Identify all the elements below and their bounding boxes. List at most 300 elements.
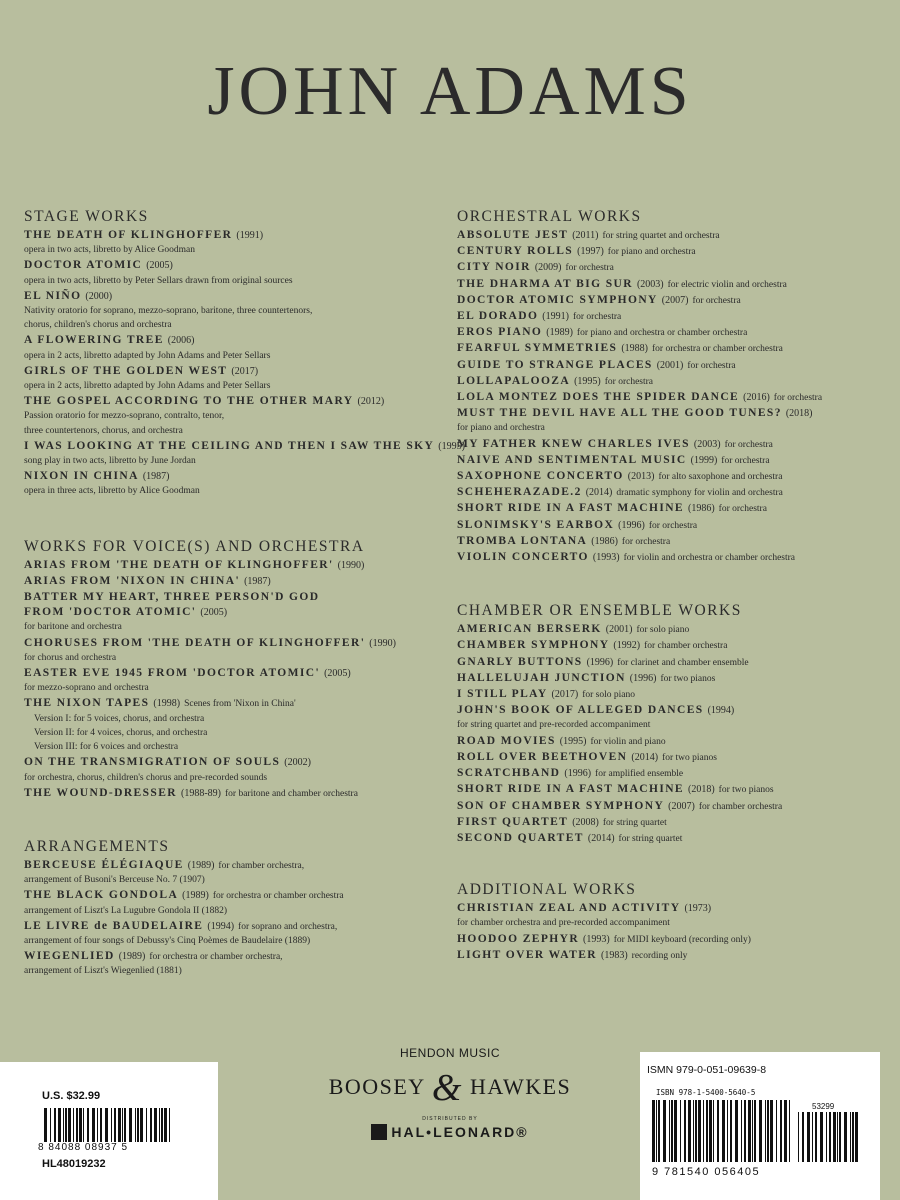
version-line: Version III: for 6 voices and orchestra — [34, 742, 179, 753]
barcode-bar — [826, 1112, 827, 1162]
publisher-logo — [300, 1066, 600, 1110]
work-year: (1988-89) — [181, 787, 221, 799]
work-title: CHAMBER SYMPHONY — [457, 639, 610, 652]
work-scoring: for orchestra — [721, 455, 770, 466]
barcode-bar — [63, 1108, 64, 1142]
barcode-bar — [150, 1108, 152, 1142]
barcode-bar — [656, 1100, 657, 1162]
barcode-bar — [65, 1108, 67, 1142]
barcode-bar — [154, 1108, 157, 1142]
work-entry — [457, 900, 877, 916]
work-year: (1991) — [542, 311, 569, 323]
work-year: (1994) — [707, 705, 735, 717]
barcode-bar — [727, 1100, 728, 1162]
section-heading: ORCHESTRAL WORKS — [457, 208, 642, 225]
publisher-logo-block — [300, 1046, 600, 1142]
work-title: GUIDE TO STRANGE PLACES — [457, 358, 653, 371]
work-title: SCHEHERAZADE.2 — [457, 486, 582, 499]
work-year: (2017) — [231, 365, 259, 377]
barcode-bar — [833, 1112, 836, 1162]
work-year: (1995) — [574, 375, 601, 387]
work-entry — [457, 340, 877, 356]
work-title: SCRATCHBAND — [457, 767, 561, 780]
barcode-bar — [754, 1100, 756, 1162]
barcode-bar — [741, 1100, 742, 1162]
barcode-bar — [837, 1112, 838, 1162]
work-scoring: for violin and piano — [590, 736, 666, 747]
work-year: (2003) — [636, 278, 664, 290]
work-scoring: for violin and orchestra or chamber orchestra — [623, 553, 796, 564]
works-section — [457, 601, 877, 846]
work-description: opera in two acts, libretto by Alice Goodman — [24, 245, 195, 256]
work-entry — [457, 308, 877, 324]
work-title: HALLELUJAH JUNCTION — [457, 671, 626, 684]
barcode-bar — [161, 1108, 163, 1142]
barcode-bar — [129, 1108, 132, 1142]
barcode-bar — [759, 1100, 762, 1162]
barcode-bar — [44, 1108, 47, 1142]
work-entry — [457, 765, 877, 781]
price: U.S. $32.99 — [42, 1090, 101, 1102]
barcode-bar — [87, 1108, 89, 1142]
version-line: Version II: for 4 voices, chorus, and orchestra — [34, 727, 208, 738]
work-year: (2001) — [656, 359, 684, 371]
barcode-bar — [97, 1108, 98, 1142]
work-year: (2005) — [200, 607, 228, 619]
barcode-bar — [50, 1108, 51, 1142]
barcode-bar — [798, 1112, 799, 1162]
work-year: (1998) — [153, 698, 181, 710]
work-scoring: for solo piano — [636, 625, 690, 636]
work-year: (2007) — [661, 294, 689, 306]
work-year: (2005) — [146, 260, 173, 272]
barcode-bar — [852, 1112, 854, 1162]
barcode-bar — [124, 1108, 126, 1142]
work-year: (2009) — [534, 262, 562, 274]
upc-barcode — [44, 1108, 174, 1142]
barcode-bar — [135, 1108, 136, 1142]
work-year: (1995) — [559, 735, 587, 747]
work-entry — [457, 405, 877, 421]
work-scoring: for electric violin and orchestra — [667, 279, 787, 290]
work-title: A FLOWERING TREE — [24, 334, 164, 347]
barcode-bar — [146, 1108, 147, 1142]
work-scoring: for orchestra — [692, 295, 741, 306]
work-scoring: for orchestra — [572, 312, 622, 323]
barcode-bar — [776, 1100, 777, 1162]
work-title: AMERICAN BERSERK — [457, 623, 602, 636]
work-entry — [457, 931, 877, 947]
work-year: (2006) — [167, 335, 195, 347]
left-column — [24, 207, 465, 979]
barcode-bar — [54, 1108, 56, 1142]
version-line: Version I: for 5 voices, chorus, and orchestra — [34, 713, 205, 724]
work-entry — [457, 292, 877, 308]
work-title: SECOND QUARTET — [457, 831, 584, 844]
work-entry — [24, 665, 444, 681]
distributor-name: HAL•LEONARD® — [391, 1124, 529, 1140]
work-entry — [457, 749, 877, 765]
barcode-bar — [693, 1100, 694, 1162]
barcode-bar — [730, 1100, 732, 1162]
work-title: THE WOUND-DRESSER — [24, 786, 177, 799]
work-title: I WAS LOOKING AT THE CEILING AND THEN I SAW THE SKY — [24, 439, 435, 452]
work-entry — [457, 830, 877, 846]
barcode-bar — [802, 1112, 804, 1162]
work-entry — [24, 363, 444, 379]
work-title: CHORUSES FROM 'THE DEATH OF KLINGHOFFER' — [24, 636, 366, 649]
barcode-bar — [767, 1100, 769, 1162]
work-title: GIRLS OF THE GOLDEN WEST — [24, 364, 228, 377]
barcode-bar — [73, 1108, 74, 1142]
work-year: (2016) — [743, 392, 770, 404]
work-year: (1997) — [577, 246, 604, 258]
work-scoring: for chamber orchestra — [698, 801, 783, 812]
work-description: arrangement of Busoni's Berceuse No. 7 (1907) — [24, 875, 205, 886]
work-description: for chamber orchestra and pre-recorded accompaniment — [457, 918, 670, 929]
work-scoring: for orchestra — [621, 536, 671, 547]
work-year: (2014) — [631, 751, 659, 763]
hal-leonard-logo-icon — [371, 1124, 387, 1140]
work-description: opera in 2 acts, libretto adapted by John Adams and Peter Sellars — [24, 381, 271, 392]
section-heading: WORKS FOR VOICE(S) AND ORCHESTRA — [24, 537, 365, 555]
work-description: arrangement of Liszt's Wiegenlied (1881) — [24, 966, 182, 977]
work-entry — [457, 517, 877, 533]
barcode-bar — [855, 1112, 858, 1162]
barcode-bar — [100, 1108, 102, 1142]
barcode-bar — [713, 1100, 714, 1162]
work-title: ROLL OVER BEETHOVEN — [457, 750, 628, 763]
work-title: DOCTOR ATOMIC — [24, 259, 143, 272]
barcode-bar — [68, 1108, 71, 1142]
ean-digits: 9 781540 056405 — [652, 1166, 761, 1178]
barcode-bar — [807, 1112, 810, 1162]
work-entry — [24, 948, 444, 964]
work-entry — [24, 918, 444, 934]
publisher-name-left: BOOSEY — [328, 1074, 425, 1099]
barcode-bar — [111, 1108, 112, 1142]
work-entry — [24, 393, 444, 409]
publisher-name-right: HAWKES — [469, 1074, 572, 1099]
work-entry — [457, 436, 877, 452]
barcode-bar — [122, 1108, 123, 1142]
barcode-bar — [780, 1100, 782, 1162]
barcode-bar — [652, 1100, 655, 1162]
work-year: (1991) — [236, 230, 264, 241]
work-scoring: for piano and orchestra or chamber orchestra — [576, 328, 748, 339]
work-entry — [457, 947, 877, 963]
work-scoring: for orchestra or chamber orchestra — [652, 344, 783, 355]
work-title: FIRST QUARTET — [457, 815, 569, 828]
work-scoring: Scenes from 'Nixon in China' — [184, 699, 296, 710]
work-scoring: for orchestra — [773, 393, 823, 404]
work-description: arrangement of four songs of Debussy's Cinq Poèmes de Baudelaire (1889) — [24, 935, 311, 946]
barcode-bar — [105, 1108, 108, 1142]
work-title: LOLA MONTEZ DOES THE SPIDER DANCE — [457, 391, 740, 404]
work-entry — [457, 654, 877, 670]
work-year: (2017) — [551, 689, 579, 701]
upc-digits: 8 84088 08937 5 — [38, 1142, 129, 1153]
work-scoring: dramatic symphony for violin and orchestra — [616, 488, 783, 499]
barcode-bar — [706, 1100, 708, 1162]
work-year: (2003) — [693, 438, 721, 450]
work-year: (1996) — [564, 768, 592, 780]
work-title: FEARFUL SYMMETRIES — [457, 342, 618, 355]
work-entry — [457, 468, 877, 484]
work-year: (1987) — [142, 471, 170, 483]
work-scoring: for two pianos — [718, 785, 774, 796]
work-year: (1989) — [187, 859, 215, 871]
works-section — [24, 537, 444, 801]
work-title: NIXON IN CHINA — [24, 470, 139, 483]
barcode-bar — [688, 1100, 691, 1162]
work-entry — [457, 276, 877, 292]
work-entry — [24, 557, 444, 573]
work-title: HOODOO ZEPHYR — [457, 932, 580, 945]
section-heading: CHAMBER OR ENSEMBLE WORKS — [457, 602, 742, 620]
work-description: Passion oratorio for mezzo-soprano, contralto, tenor, — [24, 411, 225, 422]
work-entry — [24, 887, 444, 903]
work-scoring: for orchestra — [648, 520, 698, 531]
work-entry — [457, 389, 877, 405]
work-year: (1989) — [182, 890, 209, 902]
barcode-bar — [744, 1100, 746, 1162]
work-entry — [24, 857, 444, 873]
work-scoring: for string quartet — [618, 833, 683, 844]
work-year: (1992) — [613, 640, 641, 652]
work-title: ON THE TRANSMIGRATION OF SOULS — [24, 756, 281, 769]
work-scoring: for string quartet — [602, 817, 667, 828]
work-entry — [24, 754, 444, 770]
work-entry — [24, 589, 444, 604]
work-scoring: for clarinet and chamber ensemble — [617, 657, 749, 668]
work-year: (1990) — [337, 559, 365, 571]
work-title: THE DHARMA AT BIG SUR — [457, 277, 633, 290]
work-entry — [457, 621, 877, 637]
work-title: FROM 'DOCTOR ATOMIC' — [24, 606, 197, 619]
work-year: (2014) — [585, 487, 613, 499]
work-description: for orchestra, chorus, children's chorus and pre-recorded sounds — [24, 772, 268, 783]
work-entry — [457, 484, 877, 500]
work-title: MY FATHER KNEW CHARLES IVES — [457, 437, 690, 450]
work-entry — [457, 324, 877, 340]
work-title: I STILL PLAY — [457, 688, 548, 701]
work-scoring: for alto saxophone and orchestra — [658, 472, 783, 483]
barcode-bar — [663, 1100, 666, 1162]
barcode-bar — [698, 1100, 701, 1162]
work-year: (1989) — [118, 951, 146, 963]
work-year: (2005) — [324, 668, 351, 680]
work-year: (1999) — [690, 454, 718, 466]
work-scoring: recording only — [631, 950, 688, 961]
work-year: (2018) — [688, 784, 715, 796]
barcode-bar — [140, 1108, 143, 1142]
work-entry — [24, 785, 444, 801]
work-title: WIEGENLIED — [24, 950, 115, 963]
work-title: THE NIXON TAPES — [24, 697, 150, 710]
works-section — [24, 207, 465, 499]
work-scoring: for piano and orchestra — [607, 247, 696, 258]
work-description: opera in three acts, libretto by Alice Goodman — [24, 486, 200, 497]
work-title: BATTER MY HEART, THREE PERSON'D GOD — [24, 591, 320, 604]
work-title: ABSOLUTE JEST — [457, 229, 569, 241]
barcode-bar — [820, 1112, 823, 1162]
barcode-bar — [748, 1100, 751, 1162]
barcode-bar — [844, 1112, 847, 1162]
work-year: (2012) — [357, 396, 385, 408]
work-entry — [457, 814, 877, 830]
work-title: SON OF CHAMBER SYMPHONY — [457, 799, 665, 812]
work-entry — [24, 695, 444, 711]
work-title: THE DEATH OF KLINGHOFFER — [24, 229, 233, 241]
barcode-bar — [169, 1108, 170, 1142]
distributor-logo — [371, 1124, 528, 1140]
work-description: for string quartet and pre-recorded accompaniment — [457, 720, 651, 731]
work-year: (1996) — [618, 519, 645, 531]
work-year: (1995) — [438, 440, 465, 452]
work-entry — [24, 227, 444, 243]
work-title: THE BLACK GONDOLA — [24, 889, 179, 902]
work-description: three countertenors, chorus, and orchestra — [24, 425, 183, 436]
work-entry — [457, 500, 877, 516]
barcode-bar — [770, 1100, 773, 1162]
work-year: (1993) — [592, 552, 620, 564]
work-year: (2011) — [572, 230, 599, 241]
work-scoring: for orchestra — [718, 504, 767, 515]
barcode-bar — [76, 1108, 78, 1142]
barcode-bar — [812, 1112, 813, 1162]
work-title: TROMBA LONTANA — [457, 534, 588, 547]
work-scoring: for chamber orchestra — [644, 641, 728, 652]
work-description: for chorus and orchestra — [24, 652, 117, 663]
barcode-bar — [674, 1100, 677, 1162]
works-section — [457, 207, 877, 565]
work-entry — [457, 798, 877, 814]
work-description: song play in two acts, libretto by June Jordan — [24, 456, 196, 467]
publisher-ampersand: & — [431, 1067, 463, 1109]
work-scoring: for soprano and orchestra, — [238, 921, 338, 932]
work-year: (1994) — [207, 920, 235, 932]
work-title: EASTER EVE 1945 FROM 'DOCTOR ATOMIC' — [24, 667, 321, 680]
work-title: NAIVE AND SENTIMENTAL MUSIC — [457, 453, 687, 466]
work-title: SLONIMSKY'S EARBOX — [457, 518, 615, 531]
work-title: SHORT RIDE IN A FAST MACHINE — [457, 502, 684, 515]
work-year: (1973) — [684, 903, 712, 915]
work-entry — [457, 227, 877, 243]
work-title: GNARLY BUTTONS — [457, 655, 583, 668]
work-title: CITY NOIR — [457, 261, 531, 274]
work-scoring: for solo piano — [582, 690, 635, 701]
barcode-bar — [79, 1108, 82, 1142]
work-scoring: for orchestra or chamber orchestra, — [149, 952, 283, 963]
work-title: CHRISTIAN ZEAL AND ACTIVITY — [457, 902, 681, 915]
section-heading: ARRANGEMENTS — [24, 837, 170, 855]
work-year: (1996) — [629, 672, 657, 684]
work-description: for baritone and orchestra — [24, 622, 122, 633]
work-description: Nativity oratorio for soprano, mezzo-soprano, baritone, three countertenors, — [24, 306, 313, 317]
work-year: (1983) — [601, 949, 628, 961]
ismn: ISMN 979-0-051-09639-8 — [647, 1064, 767, 1076]
isbn: ISBN 978-1-5400-5640-5 — [656, 1088, 756, 1097]
barcode-bar — [137, 1108, 139, 1142]
works-section — [457, 880, 877, 963]
work-description: opera in two acts, libretto by Peter Sellars drawn from original sources — [24, 275, 293, 286]
work-year: (2001) — [605, 624, 633, 636]
work-year: (1987) — [244, 575, 271, 587]
barcode-bar — [695, 1100, 697, 1162]
work-scoring: for orchestra or chamber orchestra — [212, 891, 344, 902]
barcode-bar — [752, 1100, 753, 1162]
barcode-bar — [83, 1108, 84, 1142]
section-heading: ADDITIONAL WORKS — [457, 881, 637, 899]
work-title: LE LIVRE de BAUDELAIRE — [24, 919, 204, 932]
barcode-bar — [829, 1112, 831, 1162]
work-year: (2002) — [284, 757, 311, 769]
barcode-bar — [703, 1100, 704, 1162]
work-year: (1986) — [688, 503, 715, 515]
work-scoring: for orchestra — [604, 376, 654, 387]
barcode-bar — [671, 1100, 673, 1162]
work-entry — [457, 357, 877, 373]
barcode-bar — [722, 1100, 725, 1162]
barcode-bar — [765, 1100, 766, 1162]
work-entry — [24, 635, 444, 651]
work-year: (2008) — [572, 816, 599, 828]
work-entry — [457, 373, 877, 389]
work-entry — [24, 257, 444, 273]
barcode-bar — [709, 1100, 712, 1162]
work-scoring: for amplified ensemble — [595, 769, 684, 780]
work-year: (2014) — [587, 832, 615, 844]
barcode-bar — [92, 1108, 95, 1142]
barcode-bar — [850, 1112, 851, 1162]
barcode-bar — [680, 1100, 681, 1162]
work-entry — [24, 332, 444, 348]
work-entry — [24, 438, 465, 454]
work-entry — [457, 452, 877, 468]
work-title: ARIAS FROM 'THE DEATH OF KLINGHOFFER' — [24, 558, 334, 571]
distributed-by-label: DISTRIBUTED BY — [422, 1116, 478, 1122]
work-title: EL DORADO — [457, 310, 539, 323]
imprint-label: HENDON MUSIC — [399, 1046, 500, 1060]
barcode-bar — [815, 1112, 817, 1162]
work-scoring: for two pianos — [662, 752, 717, 763]
barcode-bar — [58, 1108, 61, 1142]
work-entry — [24, 573, 444, 589]
work-title: LIGHT OVER WATER — [457, 948, 597, 961]
section-heading: STAGE WORKS — [24, 208, 149, 225]
work-entry — [24, 468, 444, 484]
work-year: (1996) — [586, 656, 614, 668]
work-title: BERCEUSE ÉLÉGIAQUE — [24, 858, 184, 871]
work-entry — [457, 549, 877, 565]
work-title: ROAD MOVIES — [457, 734, 556, 747]
work-scoring: for orchestra — [565, 263, 614, 274]
work-title: JOHN'S BOOK OF ALLEGED DANCES — [457, 704, 704, 717]
work-scoring: for orchestra — [724, 439, 773, 450]
work-entry — [457, 637, 877, 653]
work-description: for mezzo-soprano and orchestra — [24, 683, 149, 694]
work-scoring: for orchestra — [687, 360, 736, 371]
work-entry — [24, 288, 444, 304]
work-description: arrangement of Liszt's La Lugubre Gondola II (1882) — [24, 905, 227, 916]
work-entry — [457, 733, 877, 749]
barcode-bar — [164, 1108, 167, 1142]
work-title: VIOLIN CONCERTO — [457, 551, 589, 564]
work-scoring: for baritone and chamber orchestra — [225, 788, 358, 799]
barcode-bar — [789, 1100, 790, 1162]
barcode-bar — [669, 1100, 670, 1162]
